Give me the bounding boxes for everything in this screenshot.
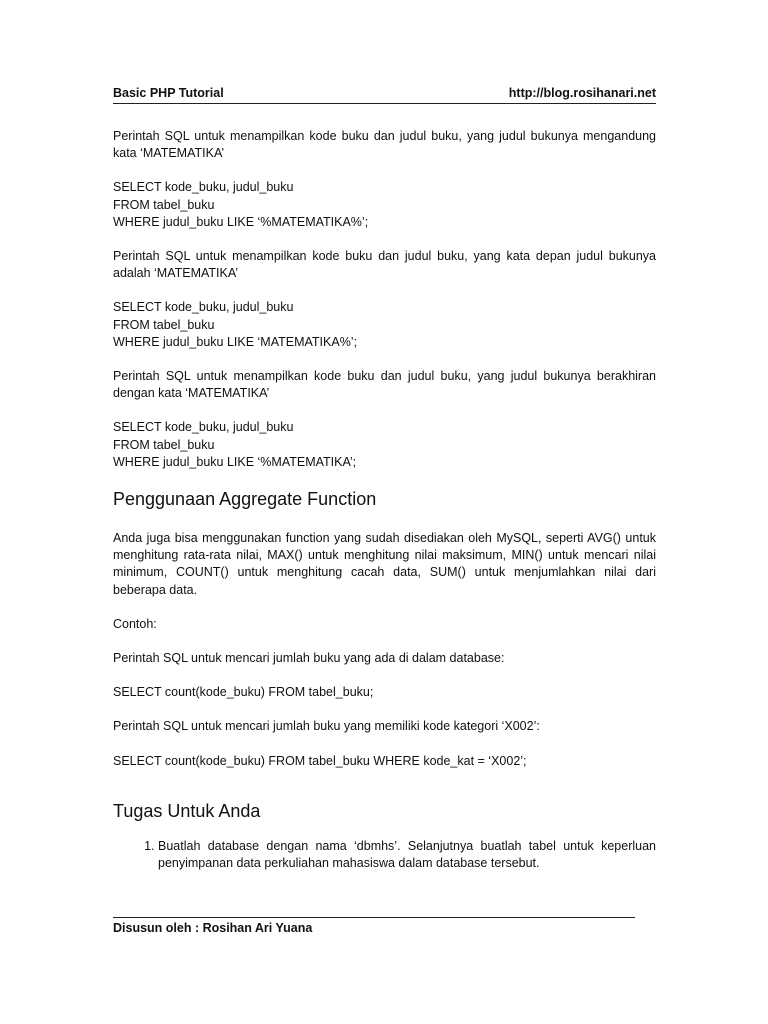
aggregate-code-1: SELECT count(kode_buku) FROM tabel_buku; [113, 685, 374, 700]
code-line: FROM tabel_buku [113, 317, 215, 332]
like2-code-block [113, 299, 656, 351]
footer-author: Disusun oleh : Rosihan Ari Yuana [113, 921, 313, 935]
aggregate-code-2: SELECT count(kode_buku) FROM tabel_buku WHERE kode_kat = ‘X002’; [113, 753, 527, 768]
code-line: SELECT kode_buku, judul_buku [113, 180, 294, 195]
like1-description: Perintah SQL untuk menampilkan kode buku dan judul buku, yang judul bukunya mengandung kata ‘MATEMATIKA’ [113, 129, 656, 161]
list-item: 1. Buatlah database dengan nama ‘dbmhs’. Selanjutnya buatlah tabel untuk keperluan penyimpanan data perkuliahan mahasiswa dalam database tersebut. [158, 838, 656, 872]
like3-description: Perintah SQL untuk menampilkan kode buku dan judul buku, yang judul bukunya berakhiran dengan kata ‘MATEMATIKA’ [113, 369, 656, 401]
code-line: SELECT kode_buku, judul_buku [113, 420, 294, 435]
aggregate-intro: Anda juga bisa menggunakan function yang sudah disediakan oleh MySQL, seperti AVG() untuk menghitung rata-rata nilai, MAX() untuk menghitung nilai maksimum, MIN() untuk mencari nilai minimum, COUNT() untuk menghitung cacah data, SUM() untuk menjumlahkan nilai dari beberapa data. [113, 531, 656, 597]
aggregate-desc-1: Perintah SQL untuk mencari jumlah buku yang ada di dalam database: [113, 651, 505, 666]
tugas-heading: Tugas Untuk Anda [113, 800, 261, 821]
page-header [113, 86, 656, 104]
tugas-list [113, 838, 656, 872]
code-line: FROM tabel_buku [113, 197, 215, 212]
contoh-label: Contoh: [113, 616, 157, 631]
header-title: Basic PHP Tutorial [113, 86, 224, 100]
page-footer [113, 917, 635, 935]
header-url: http://blog.rosihanari.net [508, 86, 656, 100]
code-line: WHERE judul_buku LIKE ‘%MATEMATIKA’; [113, 454, 357, 469]
aggregate-desc-2: Perintah SQL untuk mencari jumlah buku yang memiliki kode kategori ‘X002’: [113, 719, 540, 734]
aggregate-heading: Penggunaan Aggregate Function [113, 489, 377, 510]
code-line: WHERE judul_buku LIKE ‘MATEMATIKA%’; [113, 334, 358, 349]
document-page [113, 86, 656, 872]
code-line: WHERE judul_buku LIKE ‘%MATEMATIKA%’; [113, 214, 369, 229]
like1-code-block [113, 179, 656, 231]
like2-description: Perintah SQL untuk menampilkan kode buku dan judul buku, yang kata depan judul bukunya adalah ‘MATEMATIKA’ [113, 249, 656, 281]
page-content [113, 128, 656, 872]
like3-code-block [113, 419, 656, 471]
code-line: FROM tabel_buku [113, 437, 215, 452]
code-line: SELECT kode_buku, judul_buku [113, 300, 294, 315]
